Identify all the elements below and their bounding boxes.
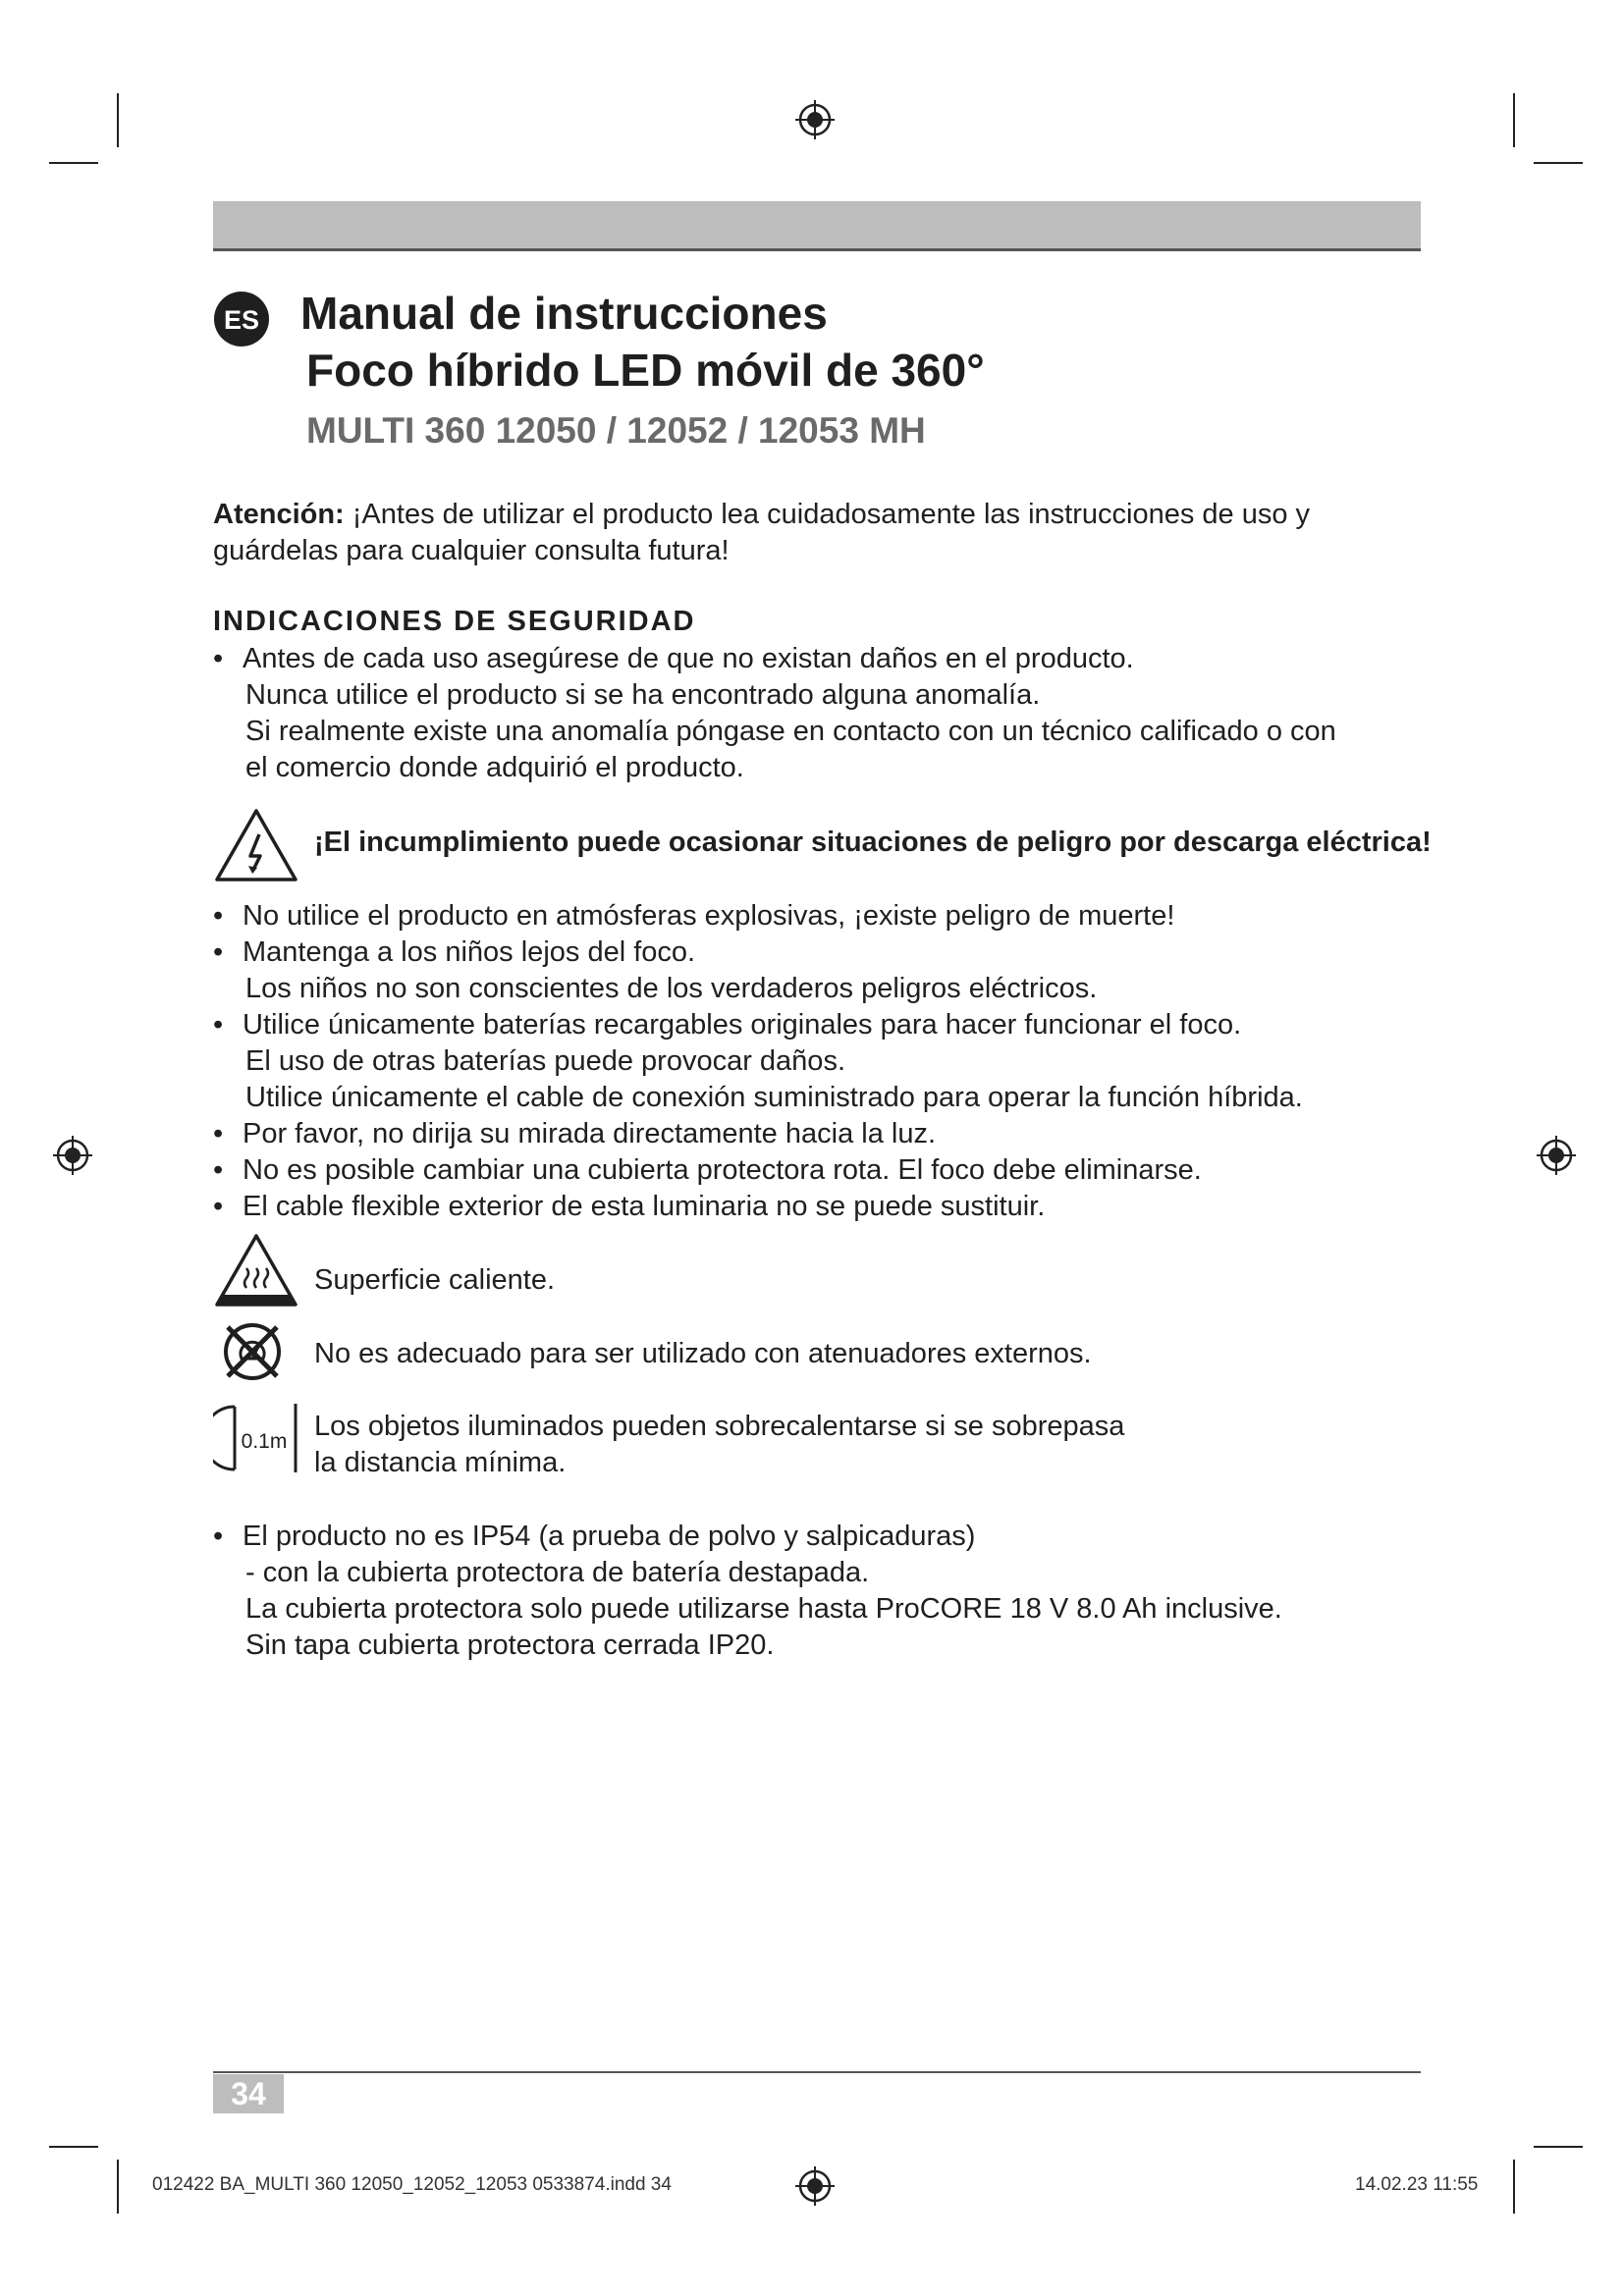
- no-dimmer-icon: [218, 1317, 287, 1386]
- bullet: •: [213, 936, 224, 968]
- registration-mark-icon: [51, 1134, 94, 1177]
- list-item-text: - con la cubierta protectora de batería destapada.: [245, 1557, 870, 1588]
- crop-mark: [1534, 2146, 1583, 2148]
- page-title: Manual de instrucciones: [300, 288, 828, 339]
- list-item-text: el comercio donde adquirió el producto.: [245, 752, 744, 783]
- list-item-text: Utilice únicamente baterías recargables originales para hacer funcionar el foco.: [243, 1009, 1242, 1041]
- hot-surface-warning-icon: [213, 1232, 299, 1308]
- list-item-text: Sin tapa cubierta protectora cerrada IP20.: [245, 1629, 775, 1661]
- print-slug-datetime: 14.02.23 11:55: [1355, 2174, 1479, 2195]
- list-item-text: Los niños no son conscientes de los verdaderos peligros eléctricos.: [245, 973, 1098, 1004]
- crop-mark: [1534, 162, 1583, 164]
- bullet: •: [213, 1009, 224, 1041]
- list-item-text: Por favor, no dirija su mirada directamente hacia la luz.: [243, 1118, 937, 1149]
- crop-mark: [117, 93, 119, 147]
- minimum-distance-text: la distancia mínima.: [314, 1447, 567, 1478]
- model-number: MULTI 360 12050 / 12052 / 12053 MH: [306, 410, 926, 451]
- hot-surface-text: Superficie caliente.: [314, 1264, 556, 1296]
- language-badge: [213, 291, 270, 347]
- svg-text:ES: ES: [223, 305, 260, 335]
- crop-mark: [1513, 93, 1515, 147]
- product-title: Foco híbrido LED móvil de 360°: [306, 345, 985, 396]
- list-item-text: Mantenga a los niños lejos del foco.: [243, 936, 696, 968]
- list-item-text: Utilice únicamente el cable de conexión suministrado para operar la función híbrida.: [245, 1082, 1303, 1113]
- crop-mark: [49, 162, 98, 164]
- registration-mark-icon: [793, 98, 837, 141]
- registration-mark-icon: [1535, 1134, 1578, 1177]
- minimum-distance-icon: [213, 1399, 301, 1477]
- bullet: •: [213, 1521, 224, 1552]
- crop-mark: [1513, 2160, 1515, 2214]
- bullet: •: [213, 1191, 224, 1222]
- crop-mark: [117, 2160, 119, 2214]
- registration-mark-icon: [793, 2164, 837, 2208]
- no-dimmer-text: No es adecuado para ser utilizado con atenuadores externos.: [314, 1338, 1092, 1369]
- electric-warning-text: ¡El incumplimiento puede ocasionar situaciones de peligro por descarga eléctrica!: [314, 827, 1432, 858]
- bullet: •: [213, 643, 224, 674]
- list-item-text: Nunca utilice el producto si se ha encontrado alguna anomalía.: [245, 679, 1041, 711]
- bullet: •: [213, 1154, 224, 1186]
- list-item-text: Si realmente existe una anomalía póngase en contacto con un técnico calificado o con: [245, 716, 1336, 747]
- svg-text:0.1m: 0.1m: [241, 1430, 288, 1453]
- footer-rule: [213, 2071, 1421, 2073]
- print-slug-filename: 012422 BA_MULTI 360 12050_12052_12053 0533874.indd 34: [152, 2174, 672, 2195]
- header-bar: [213, 201, 1421, 251]
- safety-heading: INDICACIONES DE SEGURIDAD: [213, 606, 696, 637]
- bullet: •: [213, 900, 224, 932]
- crop-mark: [49, 2146, 98, 2148]
- list-item-text: El cable flexible exterior de esta luminaria no se puede sustituir.: [243, 1191, 1046, 1222]
- attention-label: Atención:: [213, 499, 345, 530]
- list-item-text: No utilice el producto en atmósferas explosivas, ¡existe peligro de muerte!: [243, 900, 1175, 932]
- attention-text: guárdelas para cualquier consulta futura!: [213, 535, 730, 566]
- attention-text: ¡Antes de utilizar el producto lea cuidadosamente las instrucciones de uso y: [344, 499, 1311, 530]
- page-number: 34: [213, 2074, 284, 2113]
- list-item-text: La cubierta protectora solo puede utilizarse hasta ProCORE 18 V 8.0 Ah inclusive.: [245, 1593, 1282, 1625]
- attention-paragraph: [213, 497, 1421, 569]
- bullet: •: [213, 1118, 224, 1149]
- electric-shock-warning-icon: [213, 807, 299, 883]
- list-item-text: No es posible cambiar una cubierta protectora rota. El foco debe eliminarse.: [243, 1154, 1202, 1186]
- minimum-distance-text: Los objetos iluminados pueden sobrecalentarse si se sobrepasa: [314, 1411, 1125, 1442]
- list-item-text: Antes de cada uso asegúrese de que no existan daños en el producto.: [243, 643, 1134, 674]
- list-item-text: El uso de otras baterías puede provocar daños.: [245, 1045, 845, 1077]
- list-item-text: El producto no es IP54 (a prueba de polvo y salpicaduras): [243, 1521, 976, 1552]
